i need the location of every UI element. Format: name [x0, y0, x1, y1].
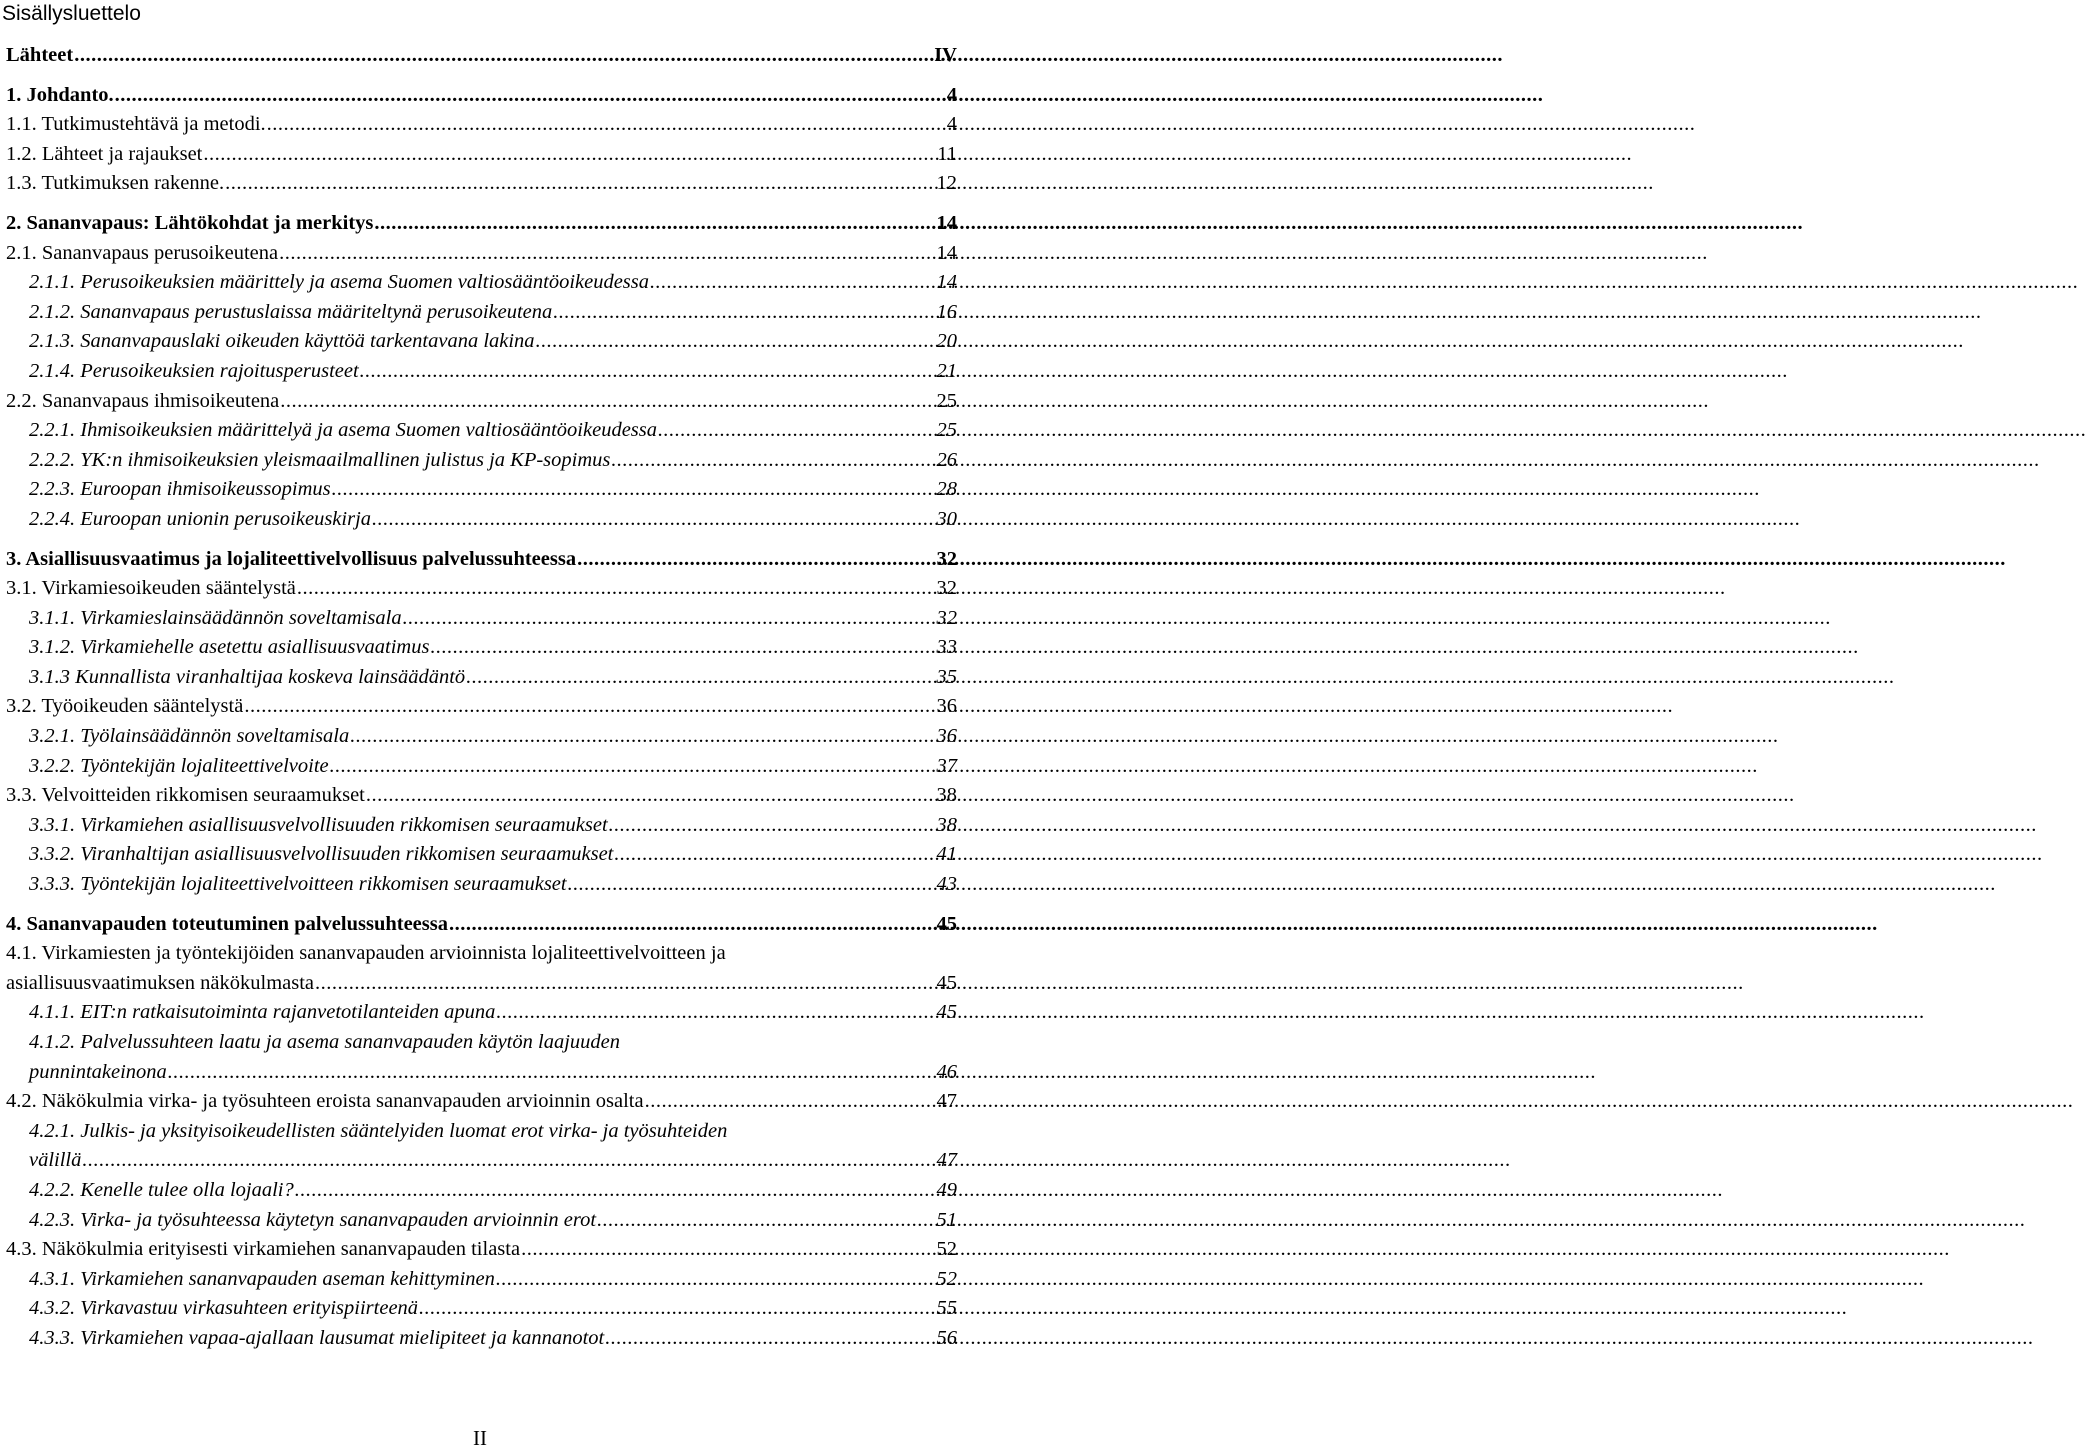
- toc-entry[interactable]: [6, 574, 957, 604]
- toc-entry-page: 38: [936, 813, 957, 836]
- toc-entry-title: 2.2.2. YK:n ihmisoikeuksien yleismaailmallinen julistus ja KP-sopimus: [29, 448, 611, 471]
- toc-entry-title: 3.1.3 Kunnallista viranhaltijaa koskeva lainsäädäntö: [29, 665, 466, 688]
- toc-entry[interactable]: [6, 110, 957, 140]
- dot-leader: [168, 1058, 936, 1088]
- toc-entry-page: 33: [936, 636, 957, 659]
- toc-entry-page: 36: [936, 695, 957, 718]
- toc-entry[interactable]: [6, 446, 957, 476]
- toc-entry-page: 45: [936, 912, 957, 935]
- toc-entry[interactable]: [6, 268, 957, 298]
- dot-leader: [597, 1206, 935, 1236]
- toc-entry[interactable]: [6, 327, 957, 357]
- toc-entry-title: välillä: [29, 1149, 82, 1172]
- toc-entry-page: 32: [936, 606, 957, 629]
- toc-entry-page: 56: [936, 1326, 957, 1349]
- dot-leader: [650, 268, 935, 298]
- dot-leader: [330, 752, 936, 782]
- toc-entry-page: 14: [936, 211, 957, 234]
- dot-leader: [267, 110, 946, 140]
- dot-leader: [496, 1265, 936, 1295]
- toc-entry-page: 45: [936, 1001, 957, 1024]
- toc-entry-title: 4.3.2. Virkavastuu virkasuhteen erityispiirteenä: [29, 1297, 419, 1320]
- toc-entry[interactable]: [6, 663, 957, 693]
- toc-entry[interactable]: [6, 169, 957, 199]
- toc-entry-title: 2.1.4. Perusoikeuksien rajoitusperusteet: [29, 359, 359, 382]
- toc-entry-page: 45: [936, 971, 957, 994]
- toc-entry-title: 3.1.2. Virkamiehelle asetettu asiallisuusvaatimus: [29, 636, 430, 659]
- page-title: Sisällysluettelo: [2, 2, 141, 25]
- toc-entry[interactable]: [6, 416, 957, 446]
- dot-leader: [419, 1294, 935, 1324]
- toc-entry[interactable]: [6, 505, 957, 535]
- dot-leader: [449, 910, 936, 940]
- toc-entry[interactable]: [6, 1087, 957, 1117]
- toc-entry[interactable]: [6, 1058, 957, 1088]
- toc-entry-title: 3.3.1. Virkamiehen asiallisuusvelvollisuuden rikkomisen seuraamukset: [29, 813, 608, 836]
- toc-entry-title: 2.2. Sananvapaus ihmisoikeutena: [6, 389, 280, 412]
- toc-entry[interactable]: [6, 387, 957, 417]
- toc-entry[interactable]: [6, 140, 957, 170]
- dot-leader: [315, 969, 935, 999]
- toc-entry-title: 2. Sananvapaus: Lähtökohdat ja merkitys: [6, 211, 374, 234]
- toc-entry-page: 25: [936, 389, 957, 412]
- toc-entry[interactable]: [6, 1146, 957, 1176]
- toc-entry-title: 3.2. Työoikeuden sääntelystä: [6, 695, 244, 718]
- toc-entry-page: 30: [936, 507, 957, 530]
- toc-entry[interactable]: [6, 1294, 957, 1324]
- dot-leader: [577, 545, 935, 575]
- toc-entry[interactable]: [6, 209, 957, 239]
- dot-leader: [568, 870, 936, 900]
- toc-entry-page: 55: [936, 1297, 957, 1320]
- toc-entry-title: 2.1.2. Sananvapaus perustuslaissa määriteltynä perusoikeutena: [29, 300, 553, 323]
- toc-entry[interactable]: [6, 1206, 957, 1236]
- toc-entry-page: 49: [936, 1178, 957, 1201]
- dot-leader: [466, 663, 935, 693]
- dot-leader: [645, 1087, 936, 1117]
- toc-entry-title: 3.3. Velvoitteiden rikkomisen seuraamukset: [6, 784, 365, 807]
- toc-entry-title: 2.2.4. Euroopan unionin perusoikeuskirja: [29, 507, 372, 530]
- toc-entry-text-first-line: 4.2.1. Julkis- ja yksityisoikeudellisten sääntelyiden luomat erot virka- ja työsuhteiden: [29, 1119, 728, 1142]
- dot-leader: [374, 209, 935, 239]
- toc-entry-title: 4.3.3. Virkamiehen vapaa-ajallaan lausumat mielipiteet ja kannanotot: [29, 1326, 605, 1349]
- dot-leader: [553, 298, 935, 328]
- toc-entry-page: 28: [936, 478, 957, 501]
- toc-entry-page: 41: [936, 843, 957, 866]
- toc-entry-title: 4.2. Näkökulmia virka- ja työsuhteen eroista sananvapauden arvioinnin osalta: [6, 1090, 644, 1113]
- toc-entry-page: 47: [936, 1090, 957, 1113]
- toc-entry-title: punnintakeinona: [29, 1060, 167, 1083]
- toc-entry-title: 2.1.1. Perusoikeuksien määrittely ja asema Suomen valtiosääntöoikeudessa: [29, 271, 650, 294]
- toc-entry-page: 43: [936, 873, 957, 896]
- toc-entry-page: 36: [936, 725, 957, 748]
- toc-entry[interactable]: [6, 475, 957, 505]
- dot-leader: [225, 169, 935, 199]
- dot-leader: [74, 41, 933, 71]
- toc-entry-page: 12: [936, 172, 957, 195]
- toc-entry-page: 52: [936, 1267, 957, 1290]
- toc-entry-title: 3.2.2. Työntekijän lojaliteettivelvoite: [29, 754, 329, 777]
- toc-entry-page: 37: [936, 754, 957, 777]
- toc-entry-title: asiallisuusvaatimuksen näkökulmasta: [6, 971, 315, 994]
- toc-entry-page: 26: [936, 448, 957, 471]
- toc-entry-title: 4.3.1. Virkamiehen sananvapauden aseman kehittyminen: [29, 1267, 495, 1290]
- toc-entry[interactable]: [6, 870, 957, 900]
- table-of-contents: [6, 41, 957, 1354]
- toc-entry-page: 4: [946, 113, 957, 136]
- toc-entry-page: 16: [936, 300, 957, 323]
- toc-entry-title: 4.2.3. Virka- ja työsuhteessa käytetyn sananvapauden arvioinnin erot: [29, 1208, 597, 1231]
- toc-entry[interactable]: [6, 692, 957, 722]
- toc-entry[interactable]: [6, 752, 957, 782]
- toc-entry-page: 47: [936, 1149, 957, 1172]
- toc-entry-page: 11: [937, 142, 957, 165]
- page-number: II: [473, 1426, 487, 1450]
- dot-leader: [82, 1146, 935, 1176]
- toc-entry-page: 46: [936, 1060, 957, 1083]
- dot-leader: [372, 505, 935, 535]
- toc-entry-page: 21: [936, 359, 957, 382]
- dot-leader: [115, 81, 946, 111]
- toc-entry[interactable]: [6, 239, 957, 269]
- dot-leader: [279, 239, 935, 269]
- toc-entry-page: 14: [936, 271, 957, 294]
- toc-entry-title: 2.1.3. Sananvapauslaki oikeuden käyttöä tarkentavana lakina: [29, 330, 535, 353]
- toc-entry-title: 3. Asiallisuusvaatimus ja lojaliteettivelvollisuus palvelussuhteessa: [6, 547, 577, 570]
- toc-entry-page: 51: [936, 1208, 957, 1231]
- toc-entry-title: 3.1. Virkamiesoikeuden sääntelystä: [6, 577, 296, 600]
- toc-entry[interactable]: [6, 781, 957, 811]
- toc-entry[interactable]: [6, 840, 957, 870]
- dot-leader: [332, 475, 936, 505]
- toc-entry-title: 4.2.2. Kenelle tulee olla lojaali?: [29, 1178, 294, 1201]
- dot-leader: [521, 1235, 935, 1265]
- toc-entry[interactable]: [6, 41, 957, 71]
- toc-entry-page: 20: [936, 330, 957, 353]
- dot-leader: [614, 840, 935, 870]
- dot-leader: [297, 574, 936, 604]
- toc-entry-title: 4.1.1. EIT:n ratkaisutoiminta rajanvetotilanteiden apuna: [29, 1001, 496, 1024]
- toc-entry-title: 2.2.3. Euroopan ihmisoikeussopimus: [29, 478, 331, 501]
- dot-leader: [350, 722, 935, 752]
- toc-entry-title: 1. Johdanto.: [6, 83, 114, 106]
- toc-entry[interactable]: [6, 722, 957, 752]
- toc-entry-title: 1.2. Lähteet ja rajaukset: [6, 142, 203, 165]
- toc-entry[interactable]: [6, 910, 957, 940]
- toc-entry-page: 14: [936, 241, 957, 264]
- toc-entry[interactable]: [6, 998, 957, 1028]
- toc-entry[interactable]: [6, 969, 957, 999]
- dot-leader: [496, 998, 935, 1028]
- toc-entry-page: 38: [936, 784, 957, 807]
- toc-entry[interactable]: [6, 811, 957, 841]
- toc-entry-page: 32: [936, 577, 957, 600]
- toc-entry-title: 3.1.1. Virkamieslainsäädännön soveltamisala: [29, 606, 402, 629]
- dot-leader: [360, 357, 936, 387]
- dot-leader: [609, 811, 936, 841]
- dot-leader: [605, 1324, 935, 1354]
- toc-entry[interactable]: [6, 604, 957, 634]
- toc-entry[interactable]: [6, 1324, 957, 1354]
- toc-entry-page: 25: [936, 419, 957, 442]
- toc-entry-page: IV: [934, 44, 957, 66]
- toc-entry[interactable]: [6, 1265, 957, 1295]
- dot-leader: [203, 140, 936, 170]
- toc-entry-page: 4: [946, 83, 957, 106]
- dot-leader: [403, 604, 936, 634]
- dot-leader: [536, 327, 936, 357]
- toc-entry-title: Lähteet: [6, 44, 74, 66]
- toc-entry[interactable]: [6, 1176, 957, 1206]
- toc-entry[interactable]: [6, 357, 957, 387]
- toc-entry-title: 3.3.3. Työntekijän lojaliteettivelvoitteen rikkomisen seuraamukset: [29, 873, 567, 896]
- toc-entry[interactable]: [6, 633, 957, 663]
- toc-entry-title: 4. Sananvapauden toteutuminen palvelussuhteessa: [6, 912, 448, 935]
- dot-leader: [295, 1176, 936, 1206]
- dot-leader: [658, 416, 936, 446]
- toc-entry-text-first-line: 4.1. Virkamiesten ja työntekijöiden sananvapauden arvioinnista lojaliteettivelvoitteen ja: [6, 942, 726, 965]
- toc-entry[interactable]: [6, 298, 957, 328]
- toc-entry-title: 2.2.1. Ihmisoikeuksien määrittelyä ja asema Suomen valtiosääntöoikeudessa: [29, 419, 657, 442]
- toc-entry[interactable]: [6, 1235, 957, 1265]
- toc-entry-page: 52: [936, 1238, 957, 1261]
- toc-entry-title: 1.3. Tutkimuksen rakenne.: [6, 172, 225, 195]
- toc-entry[interactable]: [6, 545, 957, 575]
- toc-entry-title: 4.3. Näkökulmia erityisesti virkamiehen sananvapauden tilasta: [6, 1238, 521, 1261]
- toc-entry-text-first-line: 4.1.2. Palvelussuhteen laatu ja asema sananvapauden käytön laajuuden: [29, 1031, 620, 1053]
- toc-entry[interactable]: [6, 81, 957, 111]
- toc-entry-page: 32: [936, 547, 957, 570]
- dot-leader: [611, 446, 935, 476]
- toc-entry-title: 3.2.1. Työlainsäädännön soveltamisala: [29, 725, 350, 748]
- toc-entry-title: 3.3.2. Viranhaltijan asiallisuusvelvollisuuden rikkomisen seuraamukset: [29, 843, 614, 866]
- dot-leader: [244, 692, 935, 722]
- dot-leader: [430, 633, 935, 663]
- toc-entry-page: 35: [936, 665, 957, 688]
- dot-leader: [280, 387, 935, 417]
- dot-leader: [366, 781, 936, 811]
- toc-entry-title: 2.1. Sananvapaus perusoikeutena: [6, 241, 279, 264]
- toc-entry-title: 1.1. Tutkimustehtävä ja metodi.: [6, 113, 266, 136]
